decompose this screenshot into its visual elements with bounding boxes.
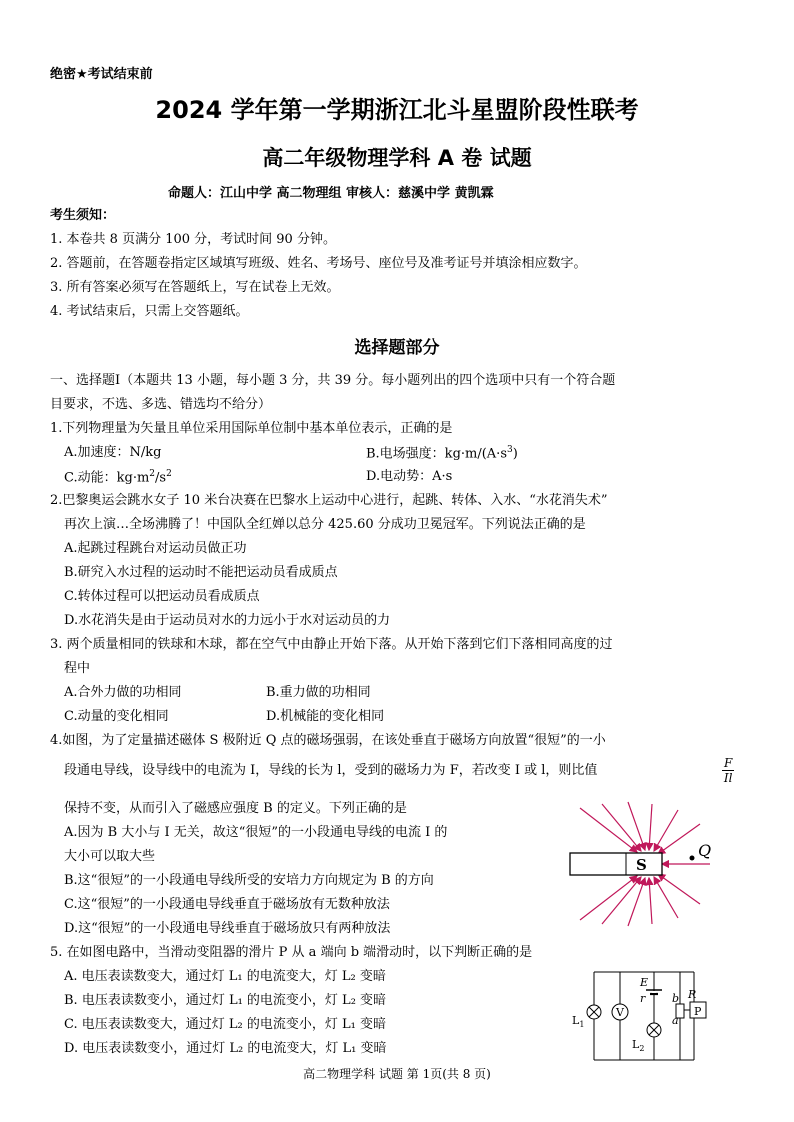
voltmeter-label: V (616, 1006, 624, 1019)
rheostat-b-label: b (672, 992, 680, 1005)
notice-item: 3. 所有答案必须写在答题纸上，写在试卷上无效。 (50, 280, 340, 295)
exam-subtitle: 高二年级物理学科 A 卷 试题 (262, 146, 532, 170)
q4-option-a-cont: 大小可以取大些 (64, 849, 156, 864)
page-footer: 高二物理学科 试题 第 1页(共 8 页) (303, 1067, 491, 1081)
notice-item: 4. 考试结束后，只需上交答题纸。 (50, 304, 249, 319)
q4-fraction (722, 756, 734, 785)
q1-stem: 1.下列物理量为矢量且单位采用国际单位制中基本单位表示，正确的是 (50, 421, 453, 436)
q2-option-a: A.起跳过程跳台对运动员做正功 (64, 541, 247, 556)
q1-option-b: B.电场强度：$kg\cdot m/(A\cdot s^3)$ (366, 445, 518, 462)
internal-resistance-label: r (640, 992, 646, 1005)
q3-option-d: D.机械能的变化相同 (266, 709, 385, 724)
point-q-label: Q (698, 841, 712, 860)
q3-option-a: A.合外力做的功相同 (64, 685, 182, 700)
q3-option-c: C.动量的变化相同 (64, 709, 169, 724)
q4-fraction-numerator: F (724, 756, 733, 770)
q4-option-d: D.这“很短”的一小段通电导线垂直于磁场放只有两种放法 (64, 921, 391, 936)
q2-option-c: C.转体过程可以把运动员看成质点 (64, 589, 260, 604)
circuit-figure (570, 962, 720, 1064)
q1-option-c: C.动能：$kg\cdot m^2/s^2$ (64, 469, 172, 486)
exam-title: 2024 学年第一学期浙江北斗星盟阶段性联考 (155, 96, 639, 124)
q5-option-a: A. 电压表读数变大，通过灯 L₁ 的电流变大，灯 L₂ 变暗 (64, 969, 386, 984)
slider-p-label: P (694, 1005, 702, 1018)
q3-option-b: B.重力做的功相同 (266, 685, 371, 700)
q4-option-b: B.这“很短”的一小段通电导线所受的安培力方向规定为 B 的方向 (64, 873, 434, 888)
q5-option-c: C. 电压表读数变大，通过灯 L₂ 的电流变小，灯 L₁ 变暗 (64, 1017, 386, 1032)
q4-option-a: A.因为 B 大小与 I 无关，故这“很短”的一小段通电导线的电流 I 的 (64, 825, 448, 840)
q5-option-d: D. 电压表读数变小，通过灯 L₂ 的电流变大，灯 L₁ 变暗 (64, 1041, 387, 1056)
q1-option-a: A.加速度：N/kg (64, 445, 162, 460)
q4-fraction-denominator: Il (723, 771, 733, 785)
lamp-l2-label: $L_2$ (632, 1038, 645, 1053)
q5-option-b: B. 电压表读数变小，通过灯 L₁ 的电流变小，灯 L₂ 变暗 (64, 993, 387, 1008)
q3-stem: 3. 两个质量相同的铁球和木球，都在空气中由静止开始下落。从开始下落到它们下落相同高度的过 (50, 637, 613, 652)
magnet-figure (560, 800, 740, 928)
q1-option-d: D.电动势：A·s (366, 469, 453, 484)
q2-stem-cont: 再次上演…全场沸腾了！中国队全红婵以总分 425.60 分成功卫冕冠军。下列说法正确的是 (64, 517, 586, 532)
q4-stem-cont2: 保持不变，从而引入了磁感应强度 B 的定义。下列正确的是 (64, 801, 407, 816)
q2-stem: 2.巴黎奥运会跳水女子 10 米台决赛在巴黎水上运动中心进行，起跳、转体、入水、“水花消失术” (50, 493, 608, 508)
notice-heading: 考生须知： (50, 208, 116, 223)
q4-stem-cont: 段通电导线，设导线中的电流为 I，导线的长为 l，受到的磁场力为 F，若改变 I 或 l，则比值 (64, 763, 598, 778)
emf-label: E (640, 976, 649, 989)
lamp-l1-label: $L_1$ (572, 1014, 585, 1029)
q2-option-d: D.水花消失是由于运动员对水的力远小于水对运动员的力 (64, 613, 391, 628)
rheostat-a-label: a (672, 1014, 679, 1027)
q5-stem: 5. 在如图电路中，当滑动变阻器的滑片 P 从 a 端向 b 端滑动时，以下判断正确的是 (50, 945, 533, 960)
part1-instruction-cont: 目要求，不选、多选、错选均不给分） (50, 397, 272, 412)
notice-item: 2. 答题前，在答题卷指定区域填写班级、姓名、考场号、座位号及准考证号并填涂相应数字。 (50, 256, 587, 271)
q4-option-c: C.这“很短”的一小段通电导线垂直于磁场放有无数种放法 (64, 897, 390, 912)
q3-stem-cont: 程中 (64, 661, 91, 676)
point-q-dot (690, 856, 695, 861)
secret-label: 绝密★考试结束前 (50, 67, 153, 82)
authors-line: 命题人：江山中学 高二物理组 审核人：慈溪中学 黄凯霖 (168, 186, 494, 201)
section-title: 选择题部分 (354, 338, 440, 358)
q2-option-b: B.研究入水过程的运动时不能把运动员看成质点 (64, 565, 338, 580)
magnet-s-label: S (636, 856, 647, 874)
rheostat-r-label: R (688, 988, 697, 1001)
part1-instruction: 一、选择题Ⅰ（本题共 13 小题，每小题 3 分，共 39 分。每小题列出的四个选项中只有一个符合题 (50, 373, 616, 388)
notice-item: 1. 本卷共 8 页满分 100 分，考试时间 90 分钟。 (50, 232, 336, 247)
q4-stem: 4.如图，为了定量描述磁体 S 极附近 Q 点的磁场强弱，在该处垂直于磁场方向放置“很短”的一小 (50, 733, 606, 748)
